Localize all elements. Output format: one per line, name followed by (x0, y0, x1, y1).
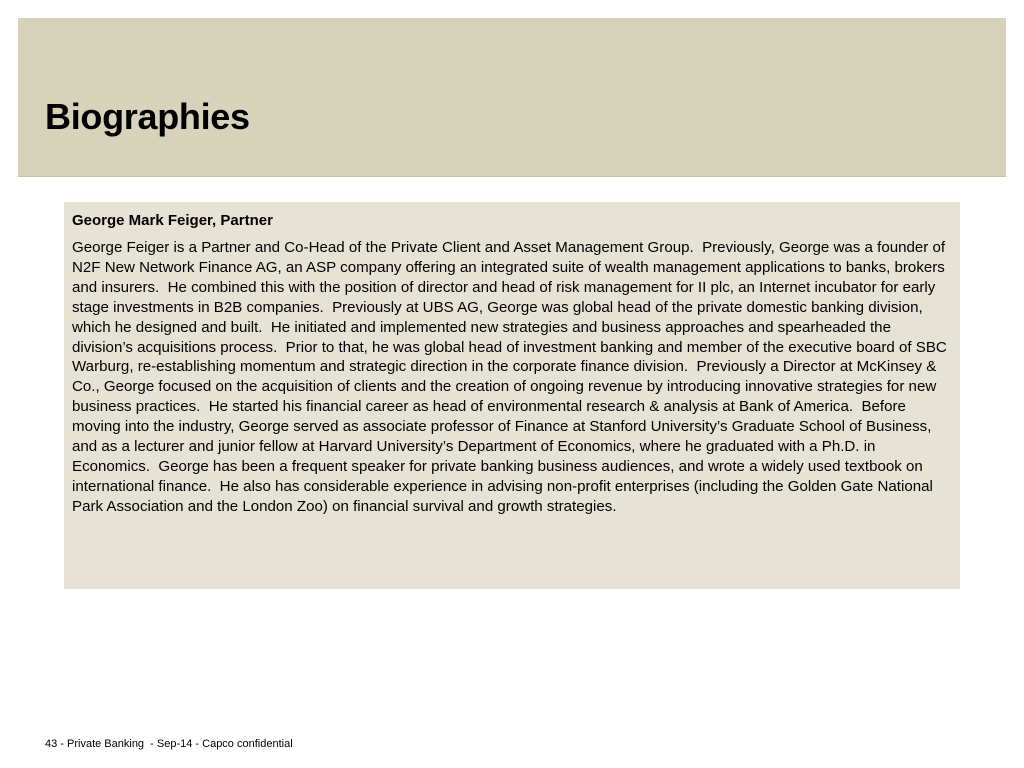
biography-card (64, 202, 960, 589)
bio-name: George Mark Feiger, Partner (72, 212, 273, 229)
bio-text: George Feiger is a Partner and Co-Head of the Private Client and Asset Management Group. Previously, George was a founder of N2F New Network Finance AG, an ASP company offering an integrated suite of wealth management applications to banks, brokers and insurers. He combined this with the position of director and head of risk management for II plc, an Internet incubator for early stage investments in B2B companies. Previously at UBS AG, George was global head of the private domestic banking division, which he designed and built. He initiated and implemented new strategies and business approaches and spearheaded the division’s acquisitions process. Prior to that, he was global head of investment banking and member of the executive board of SBC Warburg, re-establishing momentum and strategic direction in the corporate finance division. Previously a Director at McKinsey & Co., George focused on the acquisition of clients and the creation of ongoing revenue by introducing innovative strategies for new business practices. He started his financial career as head of environmental research & analysis at Bank of America. Before moving into the industry, George served as associate professor of Finance at Stanford University’s Graduate School of Business, and as a lecturer and junior fellow at Harvard University’s Department of Economics, where he graduated with a Ph.D. in Economics. George has been a frequent speaker for private banking business audiences, and wrote a widely used textbook on international finance. He also has considerable experience in advising non-profit enterprises (including the Golden Gate National Park Association and the London Zoo) on financial survival and growth strategies. (72, 239, 952, 515)
page-title: Biographies (45, 96, 250, 137)
header-band (18, 18, 1006, 177)
footer-text: 43 - Private Banking - Sep-14 - Capco confidential (45, 738, 293, 750)
